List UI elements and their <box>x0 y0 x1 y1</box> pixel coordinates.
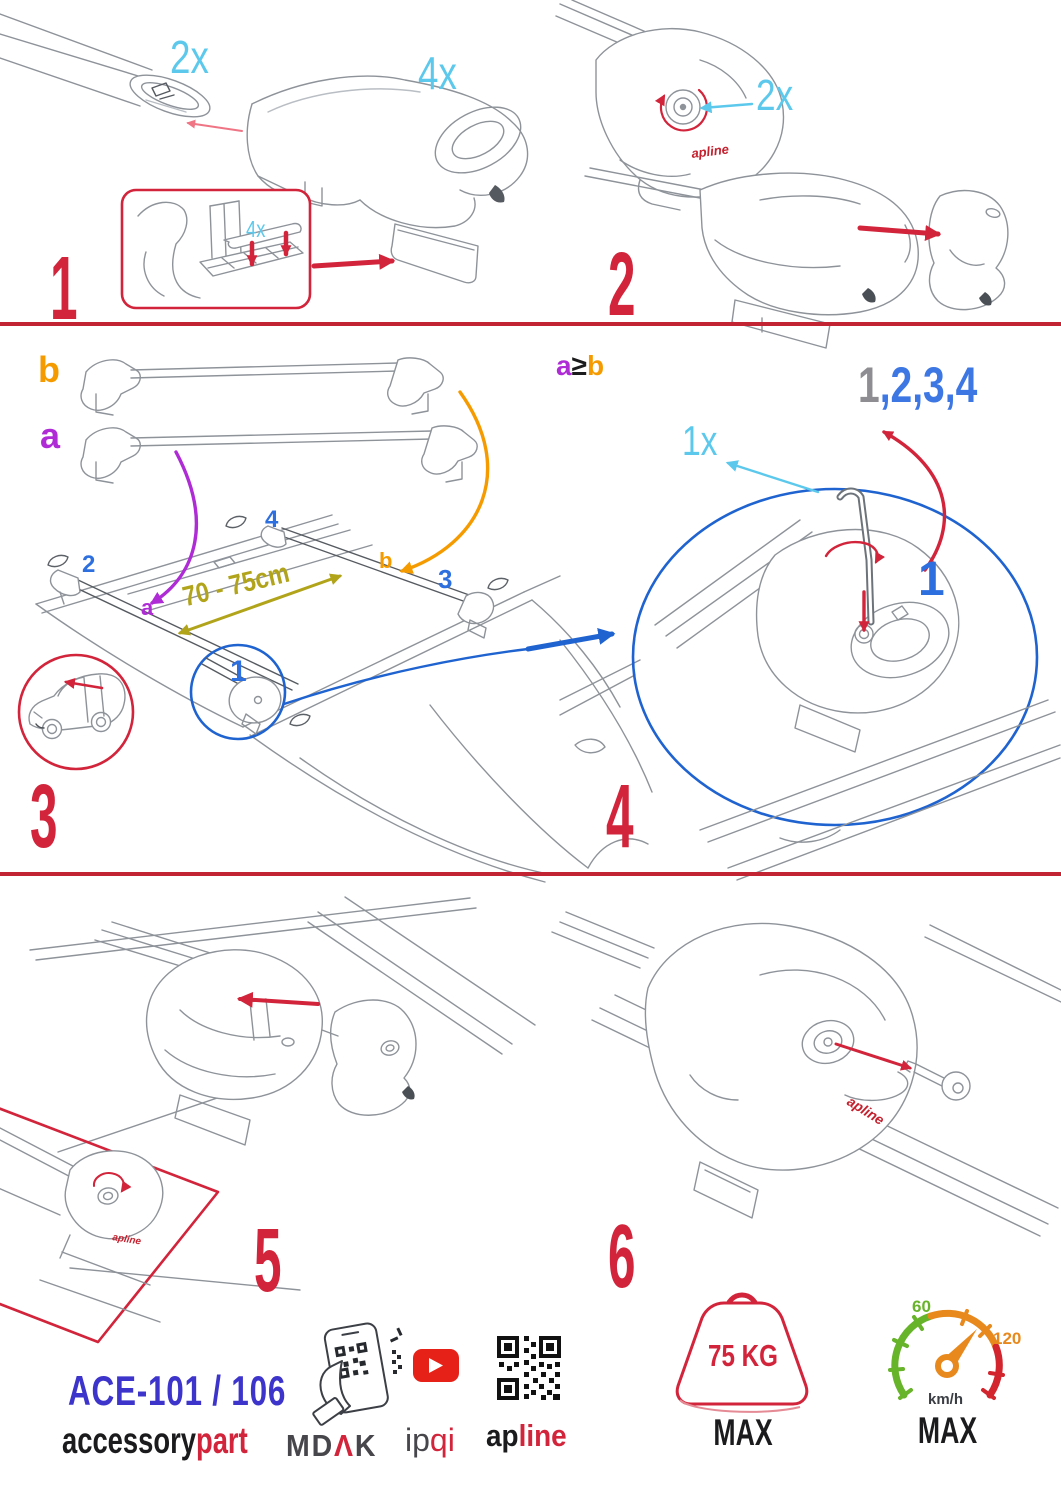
divider-1 <box>0 322 1061 326</box>
ipqi-suffix: qi <box>429 1422 455 1458</box>
insert-bar-arrow <box>188 123 242 131</box>
brand-logo <box>62 1422 248 1459</box>
roof-position-4: 4 <box>265 506 279 533</box>
tighten-sequence <box>858 357 1011 413</box>
bar-b-label: b <box>38 349 60 390</box>
speed-high-label: 120 <box>993 1329 1022 1348</box>
qty-bar: 2x <box>170 31 209 83</box>
sequence-first: 1 <box>858 357 880 413</box>
scan-marks <box>390 1328 403 1374</box>
weight-value: 75 KG <box>708 1338 778 1373</box>
ipqi-logo <box>405 1424 455 1456</box>
apline-logo-step2: apline <box>690 141 730 161</box>
qty-tool: 1x <box>682 417 718 464</box>
condition-b: b <box>586 350 605 381</box>
roof-position-2: 2 <box>82 551 96 578</box>
distance-label: 70 - 75cm <box>179 556 293 613</box>
pad-inset-box <box>122 190 310 308</box>
speedometer-icon <box>890 1311 1003 1398</box>
tool-pointer-line <box>728 463 818 492</box>
assembled-bar-a <box>81 426 477 483</box>
apline-logo-footer <box>486 1420 567 1451</box>
zoom-connector-line <box>284 649 528 704</box>
step2-number: 2 <box>608 235 636 335</box>
pad-to-clamp-arrow <box>314 261 392 266</box>
car-direction-inset <box>19 655 133 769</box>
qty-pad: 4x <box>246 216 266 242</box>
mdak-prefix: MD <box>286 1428 335 1463</box>
step5-number: 5 <box>254 1211 282 1311</box>
speed-low-label: 60 <box>912 1297 931 1316</box>
condition-operator: ≥ <box>571 350 587 381</box>
step4-drawing <box>560 432 1060 880</box>
brand-prefix: accessory <box>62 1420 196 1461</box>
apline-prefix: ap <box>486 1418 519 1453</box>
sequence-rest: ,2,3,4 <box>879 357 978 413</box>
car-roof-drawing <box>36 515 652 882</box>
step6-number: 6 <box>608 1207 636 1307</box>
condition-label <box>556 352 604 380</box>
condition-a: a <box>556 350 572 381</box>
mdak-logo <box>286 1430 377 1461</box>
qty-lock: 2x <box>756 71 794 120</box>
mdak-caret: Λ <box>334 1428 355 1463</box>
step3-number: 3 <box>30 767 58 867</box>
apline-logo-step6: apline <box>844 1092 888 1128</box>
ipqi-prefix: ip <box>405 1422 430 1458</box>
step6-drawing <box>552 912 1061 1236</box>
phone-scan-icon <box>313 1322 403 1425</box>
speed-max-label: MAX <box>917 1410 978 1451</box>
bar-a-label: a <box>40 415 61 456</box>
roof-position-b: b <box>379 548 393 573</box>
step3-drawing <box>19 358 652 882</box>
weight-max-label: MAX <box>713 1412 773 1453</box>
step4-number: 4 <box>606 767 634 867</box>
qr-code <box>497 1336 561 1400</box>
roof-position-a: a <box>141 595 154 620</box>
youtube-icon <box>413 1349 459 1382</box>
mdak-suffix: K <box>354 1428 378 1463</box>
speed-unit-label: km/h <box>928 1391 964 1408</box>
apline-logo-step5: apline <box>111 1232 142 1248</box>
divider-2 <box>0 872 1061 876</box>
assembled-bar-b <box>81 358 443 415</box>
brand-suffix: part <box>195 1420 248 1461</box>
bar-b-guide-arrow <box>402 392 488 571</box>
step4-position1: 1 <box>918 553 945 606</box>
step1-number: 1 <box>50 239 78 339</box>
roof-position-3: 3 <box>438 564 453 594</box>
apline-suffix: line <box>518 1418 567 1453</box>
product-code: ACE-101 / 106 <box>68 1367 287 1414</box>
position1-label: 1 <box>230 655 247 688</box>
qty-clamp: 4x <box>418 47 457 99</box>
